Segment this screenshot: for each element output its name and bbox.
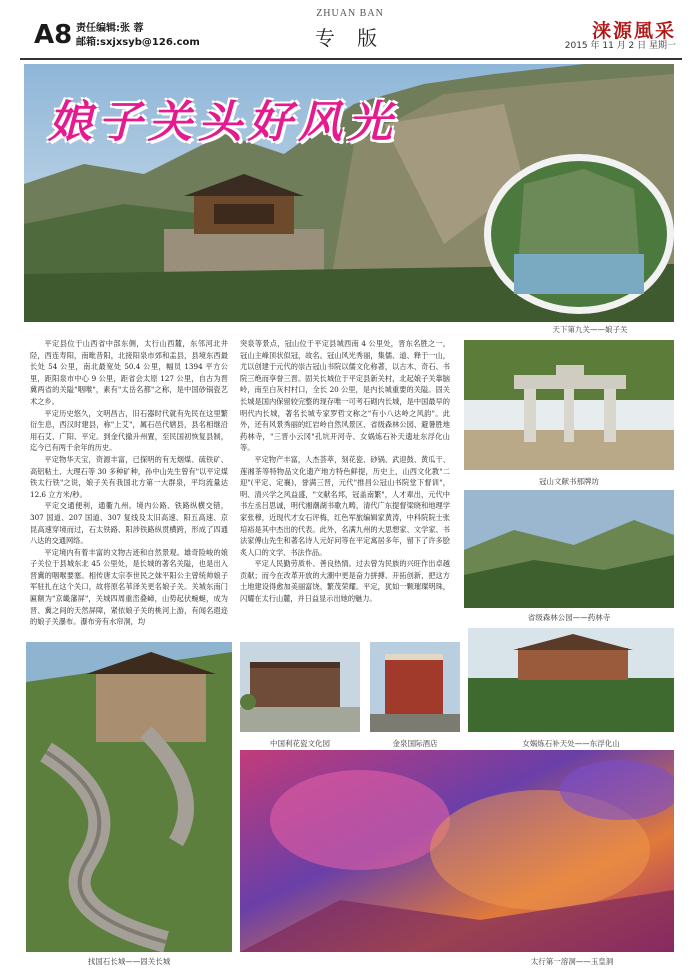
paragraph: 平定历史悠久，文明昌古，旧石器时代就有先民在这里繁衍生息，西汉时建县，称"上艾"，属石邑代辖县，县名相继沿用石艾、广阳、平定。到金代撤升州置，至民国初恢复县制，迄今已有两千余年的历史。 <box>30 408 228 453</box>
cave-image <box>240 750 674 952</box>
jinquan-hotel-photo <box>370 642 460 732</box>
caption-niangziguan: 天下第九关——娘子关 <box>552 325 628 334</box>
page-number: A8 <box>34 20 73 50</box>
editor-info <box>76 22 200 50</box>
brand-english: ZHUAN BAN <box>316 8 384 19</box>
ceramics-park-photo <box>240 642 360 732</box>
great-wall-photo <box>26 642 232 952</box>
jinquan-hotel-image <box>370 642 460 732</box>
article-column-2 <box>240 338 450 630</box>
paragraph: 突泉等景点，冠山位于平定县城西南 4 公里处，晋东名胜之一，冠山主峰顶状似冠，故名。冠山风光秀丽，集儒、道、释于一山，尤以创建于元代的崇古冠山书院以儒文化称著，以古木、奇石、书院三绝而享誉三晋。固关长城位于平定县新关村，北起娘子关靠脑岭，南至白灰村村口，全长 20 公里，是内长城重要的关隘。固关长城是国内保留较完整的现存唯一可考石砌内长城，是中国最早的明代内长城，著名长城专家罗哲文称之"有小八达岭之风韵"。此外，还有风景秀丽的红岩岭自然风景区、省级森林公园、避暑胜地药林寺，"三晋小云冈"孔坑开河寺、女娲炼石补天遗址东浮化山等。 <box>240 339 450 453</box>
caption-guanshan: 冠山文献书那牌坊 <box>539 477 599 486</box>
forest-park-image <box>464 490 674 608</box>
caption-forest-park: 省级森林公园——药林寺 <box>527 613 611 622</box>
guanshan-arch-photo <box>464 340 674 470</box>
paragraph: 平定人民勤劳质朴、善良热情。过去曾为民族的兴旺作出卓越贡献；而今在改革开放的大潮中更是奋力拼搏、开拓创新，把这方土地建设得愈加美丽富饶、繁茂荣耀。平定，犹如一颗璀璨明珠，闪耀在太行山麓，并日益显示出她的魅力。 <box>240 559 450 604</box>
editor-label: 责任编辑:张 蓉 <box>76 23 144 34</box>
paragraph: 平定交通便利，通衢九州。境内公路、铁路纵横交错，307 国道、207 国道、307 复线及太旧高速、阳五高速、京昆高速穿境而过，石太铁路、阳涉铁路纵贯横跨，形成了四通八达的交通网络。 <box>30 501 228 546</box>
caption-nuwa: 女娲炼石补天处——东浮化山 <box>522 739 620 748</box>
article-column-1 <box>30 338 228 630</box>
header-divider <box>20 58 682 60</box>
caption-ceramics-park: 中国利花瓷文化园 <box>270 739 330 748</box>
paragraph: 平定境内有着丰富的文物古迹和自然景观。雄奇险峻的娘子关位于县城东北 45 公里处，是长城的著名关隘，也是出入晋冀的咽喉要塞。相传唐太宗李世民之妹平阳公主曾统帅娘子军驻扎在这个关口，故将原名苇泽关更名娘子关。关城东南门匾额为"京畿藩屏"，关城四周重峦叠嶂，山势起伏蜿蜒，成为晋、冀之间的天然屏障，紧依娘子关的桃河上游，有闻名遐迩的娘子关瀑布。瀑布旁有水帘洞，均 <box>30 547 228 627</box>
section-title: 涞源風采 <box>591 20 676 42</box>
guanshan-arch-image <box>464 340 674 470</box>
caption-cave: 太行第一溶洞——玉皇洞 <box>530 957 614 966</box>
great-wall-image <box>26 642 232 952</box>
email-label: 邮箱:sxjxsyb@126.com <box>76 37 200 48</box>
banner-title: 娘子关头好风光 <box>48 97 398 148</box>
cave-photo <box>240 750 674 952</box>
forest-park-photo <box>464 490 674 608</box>
caption-great-wall: 找国石长城——固关长城 <box>87 957 171 966</box>
caption-jinquan-hotel: 金泉国际酒店 <box>392 739 438 748</box>
nuwa-temple-photo <box>468 628 674 732</box>
ceramics-park-image <box>240 642 360 732</box>
paragraph: 平定物产丰富，人杰荟萃，刻花瓷、砂锅、武迎鼓、黄瓜干、莲湘茶等特物品文化遗产地方特色鲜提，历史上，山西文化教"二迎"(平定、定襄)，誉满三晋，元代"推昌公冠山书院堂下督训"，明、清兴学之风益盛，"文献名邦，冠盖南繁"，人才辈出，元代中书左丞吕思诚，明代湘潮湖书歌九畴，清代广东提督梁晓和地理学家张穆，近现代才女石评梅，红色军旅编辑家黄涛，中科院院士张培裕是其中杰出的代表。此外，名满九州的大思想家、文学家、书法家傅山先生和著名诗人元好问等在平定寓居多年，留下了许多脍炙人口的文学、书法作品。 <box>240 454 450 557</box>
publish-date: 2015 年 11 月 2 日 星期一 <box>564 41 676 51</box>
brand-chinese: 专 版 <box>314 26 386 50</box>
nuwa-temple-image <box>468 628 674 732</box>
paragraph: 平定物华天宝，资源丰富，已探明的有无烟煤、硫铁矿、高铝粘土、大理石等 30 多种矿种，孙中山先生曾有"以平定煤铁太行铁"之说，娘子关有我国北方第一大群泉，平均流量达 12.6 立方米/秒。 <box>30 454 228 499</box>
paragraph: 平定县位于山西省中部东侧，太行山西麓，东邻河北井陉，西连寿阳，南毗昔阳，北接阳泉市郊和盂县，县境东西最长处 54 公里，南北最宽处 50.4 公里，幅员 1394 平方公里，距阳泉市中心 9 公里，距省会太原 127 公里，自古为晋冀两省的关隘"咽喉"，素有"太岳名都"之称，是中国砂锅瓷艺术之乡。 <box>30 339 228 406</box>
